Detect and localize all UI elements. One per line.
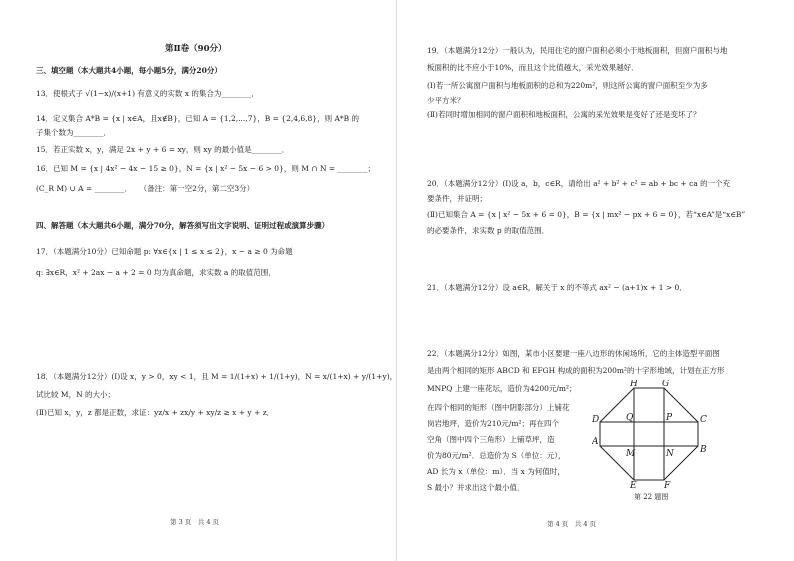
question-22-line8: AD 长为 x（单位：m）．当 x 为何值时， bbox=[427, 467, 565, 476]
question-19-line4: 少平方米？ bbox=[427, 96, 465, 105]
question-13: 13．使根式子 √(1−x)/(x+1) 有意义的实数 x 的集合为________． bbox=[36, 89, 259, 98]
section-3-heading: 三、填空题（本大题共4小题，每小题5分，满分20分） bbox=[36, 66, 222, 75]
point-label-q: Q bbox=[626, 413, 634, 423]
question-17-line2: q: ∃x∈R，x² + 2ax − a + 2 = 0 均为真命题，求实数 a 的取值范围． bbox=[36, 268, 276, 277]
rectangle-abcd bbox=[600, 422, 698, 446]
point-label-f: F bbox=[664, 481, 671, 490]
question-19-line5: (Ⅱ)若同时增加相同的窗户面积和地板面积，公寓的采光效果是变好了还是变坏了？ bbox=[427, 110, 701, 119]
question-22-line5: 岗岩地坪，造价为210元/m²；再在四个 bbox=[427, 419, 559, 428]
point-label-p: P bbox=[666, 413, 673, 423]
section-title: 第Ⅱ卷（90分） bbox=[165, 44, 227, 54]
question-19-line3: (Ⅰ)若一所公寓窗户面积与地板面积的总和为220m²，则这所公寓的窗户面积至少为多 bbox=[427, 81, 708, 90]
question-21: 21．（本题满分12分）设 a∈R，解关于 x 的不等式 ax² − (a+1)x + 1 > 0． bbox=[427, 283, 687, 292]
question-22-line6: 空角（图中四个三角形）上铺草坪，造 bbox=[427, 435, 555, 444]
page-footer: 第 4 页 共 4 页 bbox=[547, 520, 597, 528]
question-18-line1: 18．（本题满分12分）(Ⅰ)设 x，y > 0，xy < 1，且 M = 1/(1+x) + 1/(1+y)，N = x/(1+x) + y/(1+y)， bbox=[36, 372, 398, 381]
point-label-c: C bbox=[700, 415, 707, 425]
question-22-line4: 在四个相同的矩形（图中阴影部分）上铺花 bbox=[427, 403, 570, 412]
page-footer: 第 3 页 共 4 页 bbox=[170, 518, 220, 526]
question-16-line2: (C_R M) ∪ A = ________． （备注：第一空2分，第二空3分） bbox=[36, 184, 255, 193]
point-label-d: D bbox=[592, 415, 600, 425]
point-label-e: E bbox=[630, 481, 637, 490]
question-19-line2: 板面积的比不应小于10%，而且这个比值越大，采光效果越好． bbox=[427, 63, 639, 72]
octagon-figure bbox=[592, 380, 712, 490]
question-22-line3: MNPQ 上建一座花坛，造价为4200元/m²； bbox=[427, 384, 577, 393]
point-label-h: H bbox=[630, 380, 638, 389]
question-20-line4: 的必要条件，求实数 p 的取值范围． bbox=[427, 226, 550, 235]
question-14-line2: 子集个数为________． bbox=[36, 128, 111, 137]
question-14-line1: 14．定义集合 A*B = {x | x∈A，且x∉B}，已知 A = {1,2,...,7}，B = {2,4,6,8}，则 A*B 的 bbox=[36, 114, 360, 123]
point-label-m: M bbox=[626, 449, 636, 459]
question-20-line2: 要条件，并证明； bbox=[427, 194, 487, 203]
section-4-heading: 四、解答题（本大题共6小题，满分70分，解答须写出文字说明、证明过程或演算步骤） bbox=[36, 221, 330, 230]
octagon-outline bbox=[600, 388, 698, 480]
question-15: 15．若正实数 x，y，满足 2x + y + 6 = xy，则 xy 的最小值是________． bbox=[36, 145, 290, 154]
question-17-line1: 17．（本题满分10分）已知命题 p: ∀x∈{x | 1 ≤ x ≤ 2}，x − a ≥ 0 为命题 bbox=[36, 247, 293, 256]
question-22-line7: 价为80元/m²．总造价为 S（单位：元）， bbox=[427, 451, 566, 460]
question-22-line1: 22．（本题满分12分）如图，某市小区要建一座八边形的休闲场所，它的主体造型平面图 bbox=[427, 349, 720, 358]
question-18-line2: 试比较 M，N 的大小； bbox=[36, 390, 116, 399]
question-20-line1: 20．（本题满分12分）(Ⅰ)设 a，b，c∈R，请给出 a² + b² + c² = ab + bc + ca 的一个充 bbox=[427, 179, 731, 188]
rectangle-efgh bbox=[634, 388, 664, 480]
question-16: 16．已知 M = {x | 4x² − 4x − 15 ≥ 0}，N = {x | x² − 5x − 6 > 0}，则 M ∩ N = ________； bbox=[36, 164, 376, 173]
question-22-line2: 是由两个相同的矩形 ABCD 和 EFGH 构成的面积为200m²的十字形地域，计划在正方形 bbox=[427, 366, 725, 375]
point-label-a: A bbox=[592, 437, 599, 447]
question-20-line3: (Ⅱ)已知集合 A = {x | x² − 5x + 6 = 0}，B = {x | mx² − px + 6 = 0}，若“x∈A”是“x∈B” bbox=[427, 210, 746, 219]
point-label-g: G bbox=[662, 380, 670, 389]
question-22-line9: S 最小？并求出这个最小值． bbox=[427, 483, 525, 492]
question-18-line3: (Ⅱ)已知 x，y，z 都是正数，求证：yz/x + zx/y + xy/z ≥ x + y + z． bbox=[36, 408, 275, 417]
point-label-n: N bbox=[666, 449, 674, 459]
page-4 bbox=[397, 0, 794, 561]
point-label-b: B bbox=[700, 445, 707, 455]
figure-caption: 第 22 题图 bbox=[634, 493, 669, 501]
question-19-line1: 19．（本题满分12分）一般认为，民用住宅的窗户面积必须小于地板面积，但窗户面积与地 bbox=[427, 46, 728, 55]
